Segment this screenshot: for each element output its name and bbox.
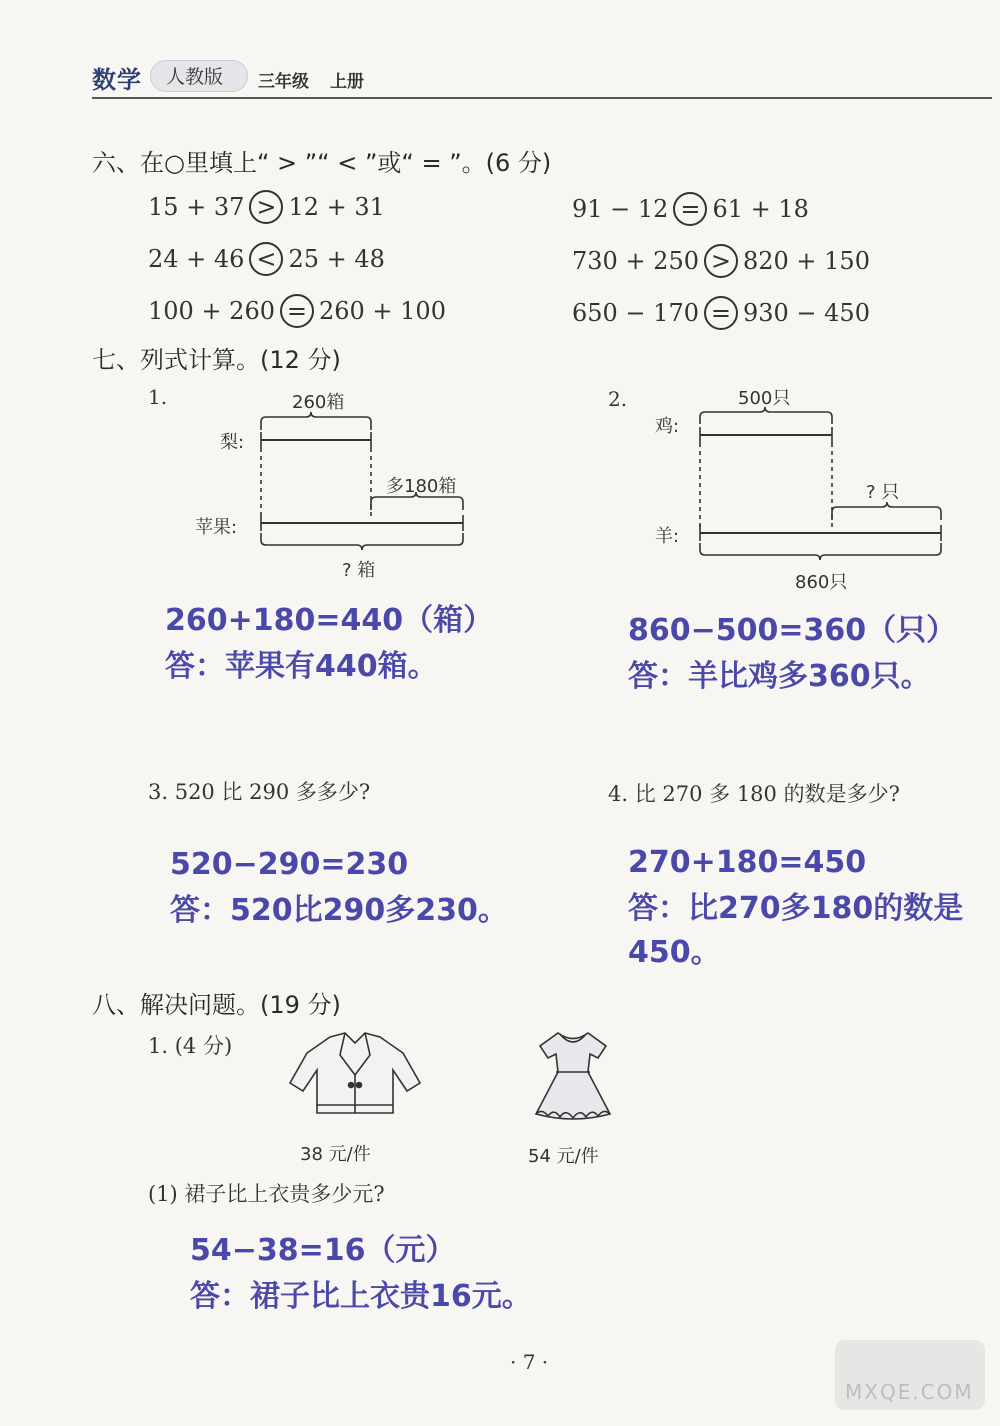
problem1-extra-label: 多180箱 [386,476,457,497]
compare-circle[interactable]: = [704,296,738,330]
problem1-apple-label: 苹果: [195,517,238,538]
problem1-top-label: 260箱 [292,392,345,413]
problem1-number: 1. [148,385,168,409]
problem2-extra-label: ? 只 [866,482,900,503]
compare-circle[interactable]: = [280,294,314,328]
problem3-question: 3. 520 比 290 多多少? [148,780,371,804]
problem1-answer: 答：苹果有440箱。 [165,649,438,684]
compare-left: 100 + 260 [148,297,275,325]
problem1-pear-label: 梨: [220,432,245,453]
header-divider [92,97,992,99]
compare-left: 650 − 170 [572,299,699,327]
page-number: · 7 · [510,1350,549,1374]
problem2-answer: 答：羊比鸡多360只。 [628,659,931,694]
compare-row-3 [148,242,385,276]
compare-circle[interactable]: = [673,192,707,226]
compare-left: 15 + 37 [148,193,245,221]
compare-right: 930 − 450 [742,299,870,327]
section8-subquestion: (1) 裙子比上衣贵多少元? [148,1182,385,1206]
compare-right: 25 + 48 [288,245,385,273]
watermark-text: MXQE.COM [845,1380,974,1404]
problem1-bottom-label: ? 箱 [342,560,376,581]
problem2-top-label: 500只 [738,388,791,409]
compare-right: 12 + 31 [288,193,385,221]
header-subject: 数学 [92,66,142,94]
compare-left: 730 + 250 [572,247,699,275]
compare-left: 91 − 12 [572,195,669,223]
section6-title: 六、在○里填上“ > ”“ < ”或“ = ”。(6 分) [92,149,552,177]
header-edition: 人教版 [166,66,224,88]
problem3-answer: 答：520比290多230。 [170,893,508,928]
compare-circle[interactable]: > [704,244,738,278]
compare-right: 61 + 18 [712,195,809,223]
problem2-sheep-label: 羊: [655,526,680,547]
problem4-answer-line1: 答：比270多180的数是 [628,891,964,926]
dress-price: 54 元/件 [528,1146,599,1167]
problem3-equation: 520−290=230 [170,847,409,882]
problem2-equation: 860−500=360（只） [628,613,957,648]
jacket-icon [285,1025,425,1120]
compare-circle[interactable]: > [249,190,283,224]
compare-circle[interactable]: < [249,242,283,276]
problem2-number: 2. [608,387,628,411]
problem2-bottom-label: 860只 [795,572,848,593]
compare-row-6 [572,296,870,330]
section8-answer: 答：裙子比上衣贵16元。 [190,1279,532,1314]
problem1-equation: 260+180=440（箱） [165,603,494,638]
header-grade: 三年级 [258,72,309,92]
compare-left: 24 + 46 [148,245,245,273]
problem4-question: 4. 比 270 多 180 的数是多少? [608,782,900,806]
compare-right: 820 + 150 [742,247,870,275]
problem2-chicken-label: 鸡: [655,416,680,437]
compare-row-5 [148,294,446,328]
compare-right: 260 + 100 [318,297,446,325]
problem4-equation: 270+180=450 [628,845,867,880]
compare-row-4 [572,244,870,278]
section8-problem1-number: 1. (4 分) [148,1034,233,1058]
compare-row-2 [572,192,809,226]
problem4-answer-line2: 450。 [628,935,721,970]
jacket-price: 38 元/件 [300,1144,371,1165]
dress-icon [528,1028,618,1123]
section7-title: 七、列式计算。(12 分) [92,346,341,374]
compare-row-1 [148,190,385,224]
problem2-line-diagram [640,380,960,590]
header-volume: 上册 [330,72,364,92]
section8-equation: 54−38=16（元） [190,1233,456,1268]
section8-title: 八、解决问题。(19 分) [92,991,341,1019]
